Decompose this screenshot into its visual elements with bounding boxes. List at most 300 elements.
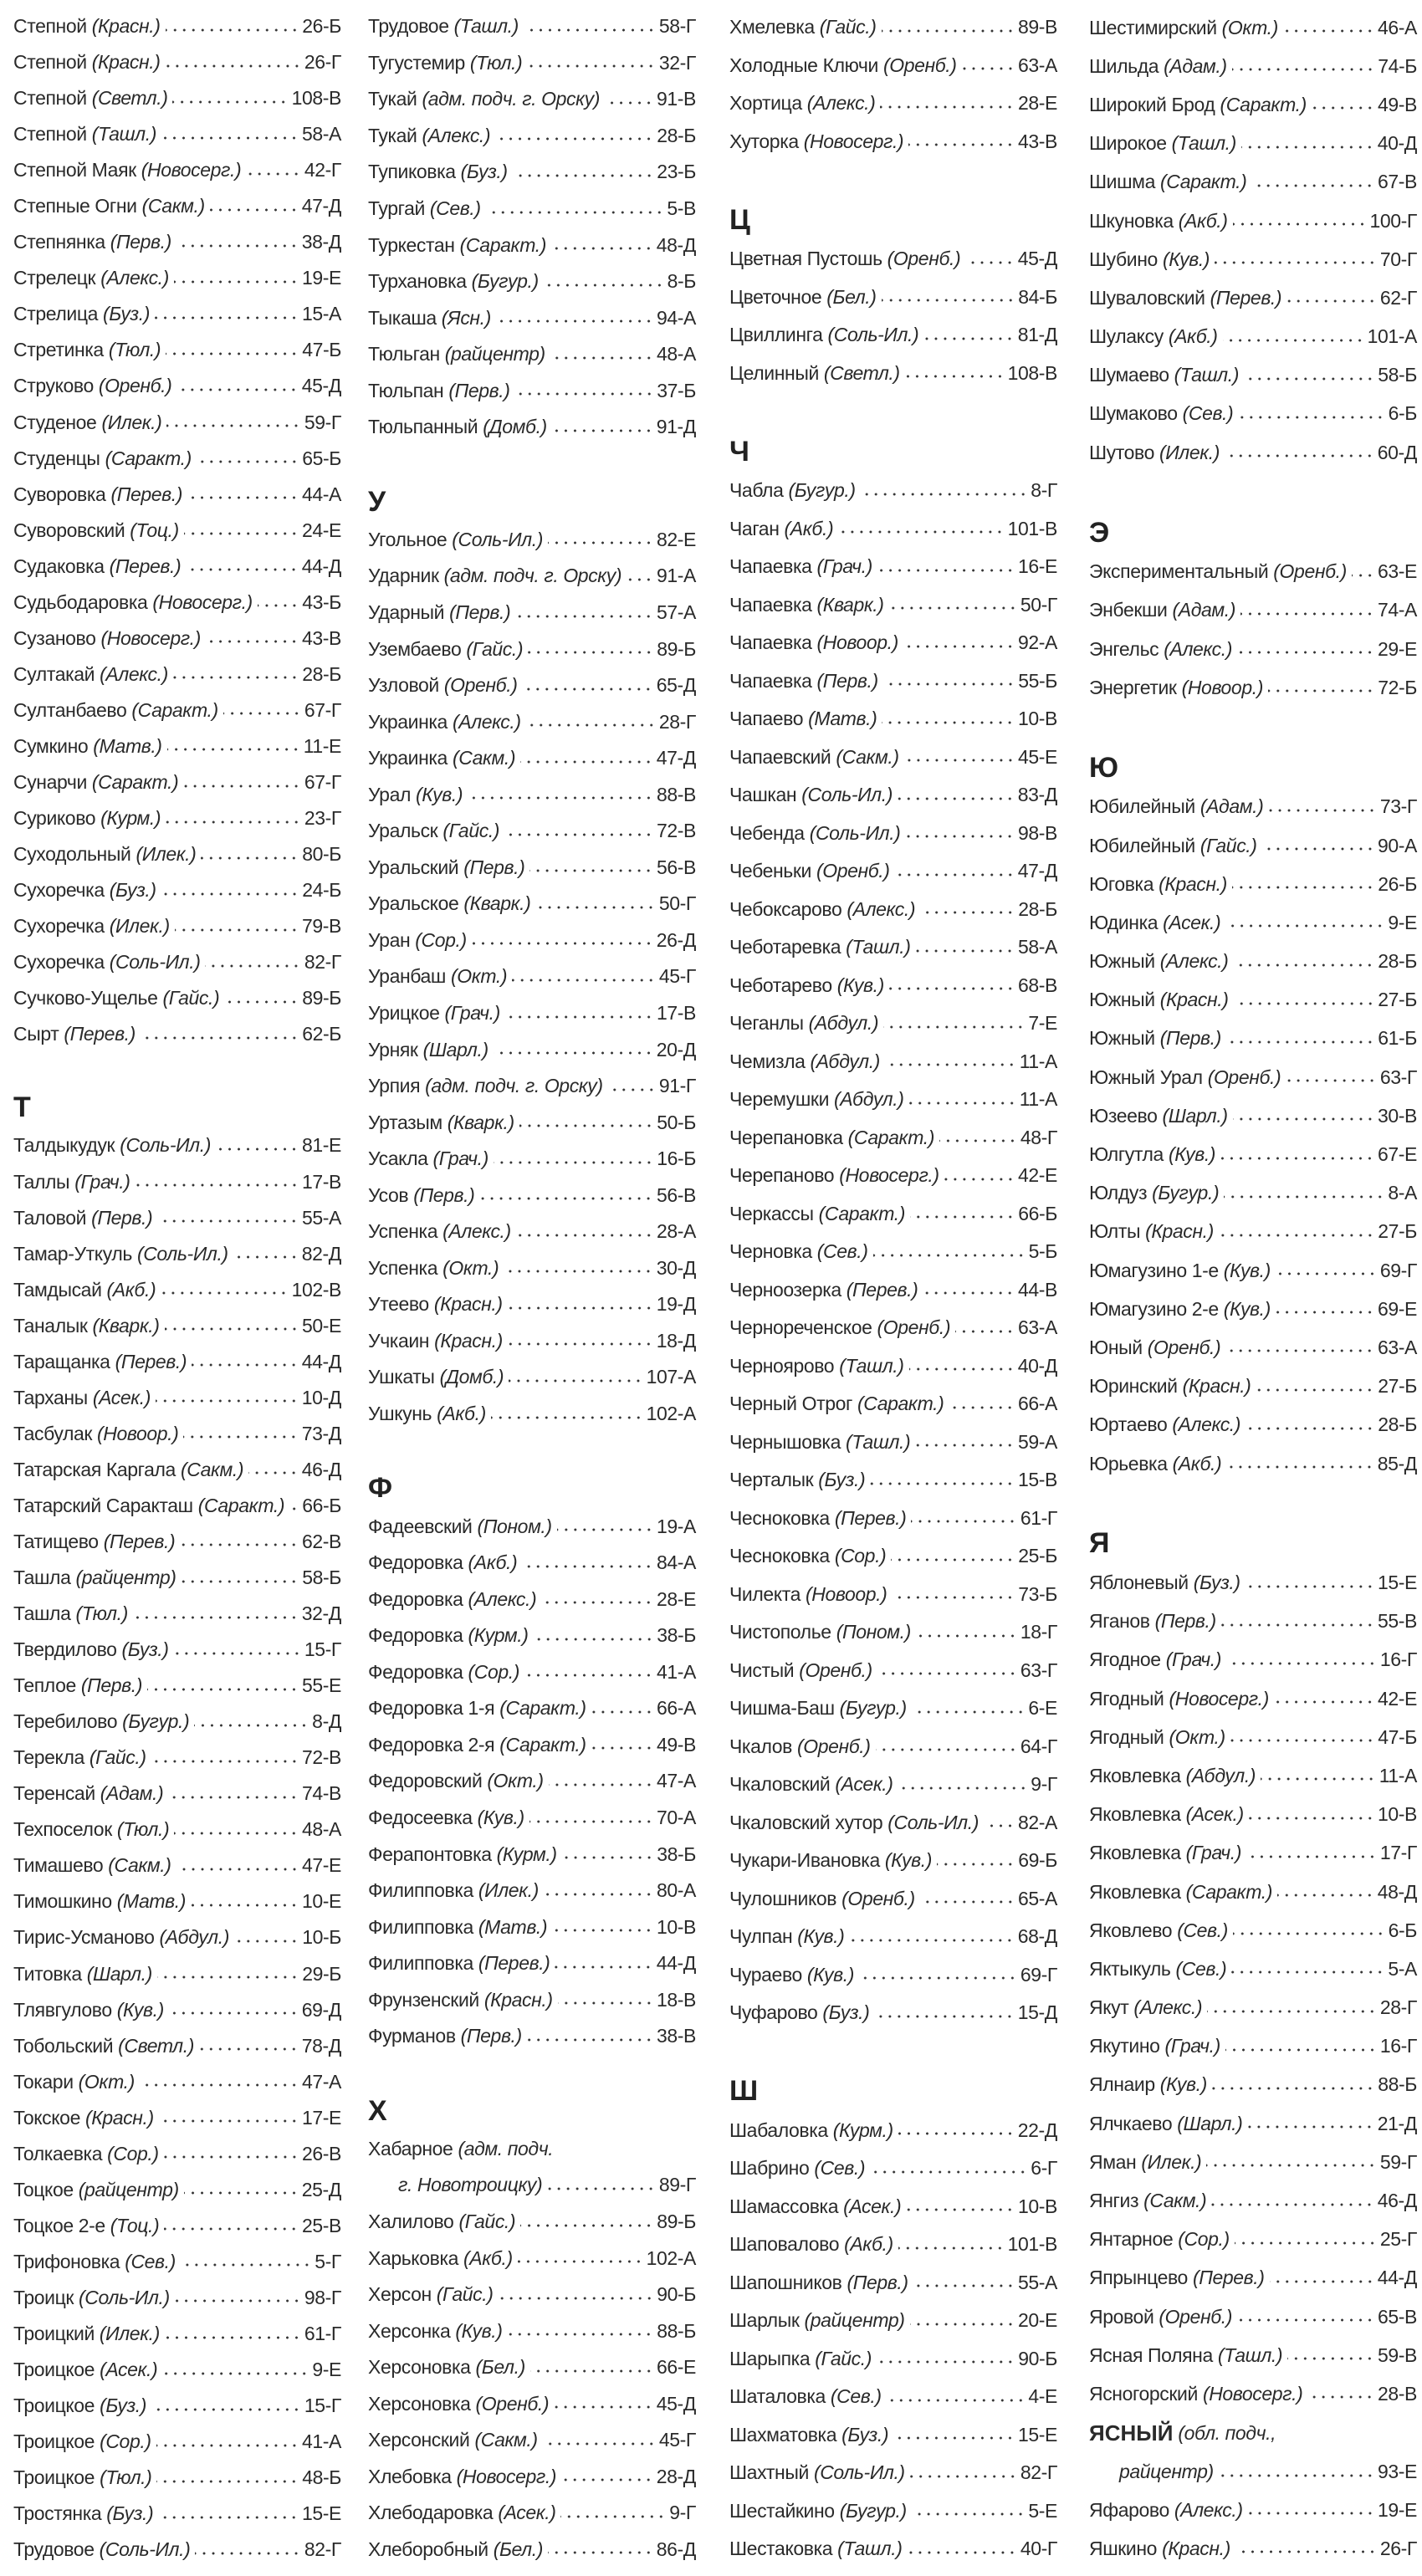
place-name: Степнянка — [13, 231, 105, 253]
index-entry — [1089, 279, 1417, 317]
district-name: (Бугур.) — [839, 1697, 907, 1720]
index-entry — [13, 1127, 341, 1163]
index-entry — [729, 240, 1057, 279]
district-name: (Перев.) — [109, 555, 182, 577]
map-reference: 5-А — [1388, 1957, 1417, 1980]
district-name: (Буз.) — [1193, 1572, 1240, 1594]
map-reference: 9-Г — [1031, 1773, 1057, 1796]
district-name: (Абдул.) — [808, 1012, 879, 1035]
district-name: (Курм.) — [496, 1843, 557, 1865]
dot-leader — [504, 832, 653, 837]
district-name: (Новоор.) — [97, 1422, 179, 1444]
place-name: Стрелецк — [13, 267, 96, 289]
place-name: Судьбодаровка — [13, 590, 148, 613]
dot-leader — [166, 351, 299, 356]
dot-leader — [167, 747, 300, 752]
map-reference: 9-Е — [1388, 911, 1417, 933]
district-name: (Сев.) — [429, 197, 481, 219]
map-reference: 42-Г — [304, 159, 341, 181]
district-name: (Кув.) — [116, 1998, 164, 2021]
place-name: Южный — [1089, 1027, 1155, 1050]
dot-leader — [205, 963, 300, 969]
district-name: (Акб.) — [1178, 209, 1228, 232]
district-name: (Гайс.) — [1199, 834, 1257, 856]
district-name: (Красн.) — [91, 15, 161, 38]
place-name: Тирис-Усманово — [13, 1926, 155, 1949]
dot-leader — [1221, 1623, 1374, 1628]
index-entry — [729, 354, 1057, 392]
district-name: (Ташл.) — [845, 1430, 911, 1453]
map-reference: 17-Е — [302, 2106, 341, 2129]
dot-leader — [1232, 67, 1375, 72]
district-name: (Матв.) — [93, 734, 162, 757]
map-reference: 66-А — [657, 1697, 696, 1720]
dot-leader — [526, 723, 656, 728]
district-name: (Грач.) — [1164, 2035, 1220, 2057]
district-name: (Перев.) — [64, 1023, 136, 1045]
district-name: (Перв.) — [80, 1674, 143, 1697]
dot-leader — [1248, 2511, 1374, 2516]
place-name: Урпия — [368, 1075, 421, 1097]
map-reference: 20-Е — [1018, 2309, 1057, 2332]
map-reference: 83-Д — [1017, 784, 1057, 806]
dot-leader — [859, 1975, 1017, 1981]
index-entry — [368, 2385, 696, 2422]
map-reference: 15-Д — [1017, 2001, 1057, 2024]
place-name: Татарский Саракташ — [13, 1494, 193, 1516]
place-name: Федоровка — [368, 1624, 463, 1647]
map-reference: 67-Г — [304, 698, 341, 721]
dot-leader — [504, 1269, 652, 1274]
dot-leader — [508, 1306, 653, 1311]
dot-leader — [175, 928, 299, 933]
dot-leader — [491, 1415, 643, 1420]
dot-leader — [191, 1903, 299, 1908]
map-reference: 101-В — [1007, 2233, 1057, 2256]
district-name: (Сев.) — [830, 2385, 882, 2408]
dot-leader — [486, 210, 664, 215]
district-name: (Оренб.) — [1147, 1336, 1221, 1358]
map-reference: 19-Д — [656, 1293, 696, 1316]
place-name: Юлты — [1089, 1220, 1141, 1243]
district-name: (Акб.) — [106, 1278, 156, 1301]
place-name: Урал — [368, 783, 411, 805]
index-entry — [13, 908, 341, 944]
place-name: Уральск — [368, 820, 438, 842]
district-name: (Сев.) — [1182, 402, 1234, 425]
place-name: Ялнаир — [1089, 2073, 1155, 2096]
district-name: (Новосерг.) — [1169, 1687, 1269, 1710]
map-reference: 50-Б — [657, 1111, 696, 1133]
place-name: Херсоновка — [368, 2392, 471, 2415]
index-entry — [729, 1651, 1057, 1689]
map-reference: 5-В — [667, 197, 696, 219]
place-name: Таловой — [13, 1206, 87, 1229]
index-entry — [1089, 1602, 1417, 1641]
dot-leader — [529, 1819, 653, 1824]
district-name: (Оренб.) — [1159, 2305, 1232, 2328]
district-name: (Перев.) — [115, 1350, 187, 1372]
map-reference: 26-Д — [656, 928, 696, 951]
dot-leader — [136, 1183, 299, 1188]
dot-leader — [882, 28, 1015, 33]
district-name: (Перев.) — [1210, 286, 1282, 309]
district-name: (Саракт.) — [818, 1202, 905, 1224]
index-entry — [729, 1194, 1057, 1233]
dot-leader — [1246, 1584, 1374, 1589]
dot-leader — [496, 319, 653, 324]
index-entry — [1089, 2066, 1417, 2104]
place-name: Чеботарево — [729, 974, 832, 996]
map-reference: 61-Г — [304, 2323, 341, 2344]
place-name: Чишма-Баш — [729, 1697, 835, 1720]
index-entry — [729, 1575, 1057, 1613]
place-name: Яковлевка — [1089, 1842, 1181, 1864]
index-entry — [368, 336, 696, 373]
map-reference: 11-А — [1019, 1050, 1057, 1072]
map-reference: 26-Г — [304, 51, 341, 74]
place-name: Тукай — [368, 88, 417, 110]
index-entry — [13, 1016, 341, 1052]
index-entry — [1089, 1096, 1417, 1135]
index-entry — [729, 1270, 1057, 1309]
dot-leader — [1233, 963, 1374, 968]
map-reference: 7-Е — [1028, 1012, 1057, 1035]
district-name: (Оренб.) — [1207, 1066, 1281, 1088]
map-reference: 38-В — [657, 2025, 696, 2047]
dot-leader — [541, 1600, 653, 1605]
place-name: Тюльпан — [368, 379, 444, 401]
dot-leader — [944, 1177, 1015, 1182]
dot-leader — [552, 1928, 653, 1933]
map-reference: 81-Д — [1017, 324, 1057, 346]
district-name: (Илек.) — [99, 2323, 160, 2344]
place-name: Тоцкое — [13, 2178, 74, 2200]
place-name: Сырт — [13, 1023, 59, 1045]
place-name: Яшкино — [1089, 2537, 1158, 2559]
dot-leader — [512, 978, 656, 983]
index-entry — [13, 1883, 341, 1919]
district-name: (Перев.) — [846, 1278, 918, 1301]
district-name: (Илек.) — [109, 915, 170, 938]
dot-leader — [562, 1855, 654, 1860]
place-name: Федоровка 1-я — [368, 1697, 495, 1720]
place-name: Чапаевка — [729, 669, 812, 692]
dot-leader — [206, 639, 299, 644]
dot-leader — [522, 1564, 653, 1569]
place-name: Яровой — [1089, 2305, 1154, 2328]
place-name: Черкассы — [729, 1202, 814, 1224]
dot-leader — [1262, 846, 1374, 851]
index-entry — [368, 631, 696, 667]
district-name: (Кув.) — [1223, 1259, 1271, 1281]
map-reference: 70-Г — [1379, 248, 1417, 270]
dot-leader — [468, 795, 653, 800]
dot-leader — [923, 1291, 1015, 1296]
map-reference: 50-Г — [1020, 593, 1057, 616]
place-name: Цветная Пустошь — [729, 248, 882, 270]
district-name: (Ташл.) — [1171, 132, 1236, 155]
map-reference: 73-Г — [1379, 795, 1417, 818]
dot-leader — [1276, 1271, 1377, 1276]
dot-leader — [248, 1470, 299, 1475]
index-entry — [1089, 1641, 1417, 1679]
district-name: (Алекс.) — [1164, 637, 1232, 660]
index-entry — [729, 1613, 1057, 1652]
place-name: Сучково-Ущелье — [13, 987, 158, 1009]
map-reference: 74-А — [1378, 599, 1417, 621]
district-name: (Алекс.) — [1172, 1413, 1241, 1436]
place-name: Теребилово — [13, 1710, 118, 1733]
dot-leader — [515, 391, 654, 396]
map-reference: 20-Д — [656, 1038, 696, 1061]
place-name: Судаковка — [13, 555, 105, 577]
dot-leader — [176, 1867, 299, 1872]
dot-leader — [520, 759, 653, 764]
place-name: Студенцы — [13, 447, 100, 469]
place-name: Урняк — [368, 1038, 418, 1061]
dot-leader — [910, 1214, 1015, 1219]
map-reference: 24-Б — [302, 879, 341, 902]
place-name: Сузаново — [13, 626, 96, 649]
dot-leader — [1247, 2124, 1373, 2129]
dot-leader — [527, 2037, 653, 2042]
place-name: Ягодное — [1089, 1648, 1161, 1671]
map-reference: 18-Г — [1020, 1621, 1057, 1643]
district-name: (Ташл.) — [453, 15, 519, 38]
dot-leader — [509, 1378, 642, 1383]
index-entry — [13, 585, 341, 621]
index-entry — [1089, 1251, 1417, 1290]
dot-leader — [1249, 1816, 1374, 1821]
place-name: Титовка — [13, 1962, 82, 1985]
place-name: Суходольный — [13, 843, 131, 866]
dot-leader — [1268, 688, 1374, 693]
district-name: (Курм.) — [832, 2119, 893, 2141]
map-reference: 5-Г — [315, 2250, 341, 2272]
index-entry — [368, 2495, 696, 2532]
map-reference: 16-Б — [657, 1147, 696, 1170]
index-entry — [368, 595, 696, 631]
map-reference: 82-Г — [304, 951, 341, 974]
map-reference: 98-В — [1018, 821, 1057, 844]
district-name: (Илек.) — [1141, 2150, 1202, 2173]
district-name: (Бугур.) — [1152, 1182, 1220, 1204]
place-name: Троицкое — [13, 2430, 95, 2453]
place-name: Шарлык — [729, 2309, 800, 2332]
index-entry — [13, 2100, 341, 2136]
index-entry — [368, 372, 696, 409]
place-name: Хмелевка — [729, 16, 815, 38]
map-reference: 43-В — [1018, 130, 1057, 152]
dot-leader — [1246, 1426, 1374, 1431]
map-reference: 66-Б — [302, 1494, 341, 1516]
dot-leader — [140, 2083, 299, 2088]
dot-leader — [176, 243, 299, 248]
district-name: (Сакм.) — [474, 2429, 538, 2451]
index-entry — [1089, 1756, 1417, 1795]
place-name: Чапаевский — [729, 745, 831, 768]
index-entry — [13, 44, 341, 80]
dot-leader — [627, 577, 653, 582]
index-entry — [13, 224, 341, 260]
index-entry — [729, 316, 1057, 355]
map-reference: 88-В — [657, 783, 696, 805]
place-name: Тлявгулово — [13, 1998, 112, 2021]
index-entry — [13, 1344, 341, 1380]
place-name: Черемушки — [729, 1088, 830, 1111]
map-reference: 15-Е — [1378, 1572, 1417, 1594]
map-reference: 18-Д — [656, 1329, 696, 1352]
dot-leader — [1233, 1931, 1385, 1936]
map-reference: 84-А — [657, 1551, 696, 1574]
place-name: Утеево — [368, 1293, 429, 1316]
district-name: (Тюл.) — [100, 2466, 152, 2489]
dot-leader — [882, 720, 1015, 725]
index-entry — [368, 1690, 696, 1727]
index-entry — [13, 2280, 341, 2316]
dot-leader — [910, 2474, 1017, 2479]
district-name: (Абдул.) — [834, 1088, 904, 1111]
place-name: Яковлево — [1089, 1919, 1173, 1941]
dot-leader — [877, 568, 1015, 573]
place-name: Таллы — [13, 1170, 70, 1193]
map-reference: 38-Б — [657, 1843, 696, 1865]
map-reference: 48-Б — [302, 2466, 341, 2489]
map-reference: 102-В — [291, 1278, 341, 1301]
place-name: Сумкино — [13, 734, 89, 757]
index-entry — [368, 923, 696, 959]
place-name: Чапаевка — [729, 631, 812, 654]
index-entry — [729, 472, 1057, 510]
index-entry — [368, 850, 696, 887]
index-entry — [1089, 2181, 1417, 2220]
map-reference: 16-Г — [1379, 1648, 1417, 1671]
dot-leader — [591, 1745, 653, 1751]
place-name: Хлебовка — [368, 2465, 452, 2487]
index-entry — [13, 1956, 341, 1992]
district-name: (Красн.) — [1145, 1220, 1214, 1243]
dot-leader — [210, 207, 299, 212]
dot-leader — [905, 834, 1015, 839]
place-name: Черепановка — [729, 1126, 843, 1148]
dot-leader — [1207, 2009, 1377, 2014]
district-name: (Кув.) — [477, 1807, 524, 1829]
dot-leader — [939, 1138, 1017, 1143]
district-name: (Тоц.) — [110, 2214, 160, 2236]
dot-leader — [1238, 415, 1384, 420]
dot-leader — [151, 2407, 301, 2412]
district-name: (Оренб.) — [799, 1659, 872, 1681]
district-name: (Адам.) — [1164, 54, 1227, 77]
map-reference: 17-Г — [1379, 1842, 1417, 1864]
index-entry — [368, 1141, 696, 1178]
district-name: (Шарл.) — [1162, 1104, 1228, 1127]
map-reference: 8-Д — [312, 1710, 341, 1733]
place-name: Федоровский — [368, 1770, 483, 1792]
district-name: (Илек.) — [478, 1879, 539, 1902]
dot-leader — [223, 711, 301, 716]
district-name: (Акб.) — [1172, 1452, 1222, 1475]
dot-leader — [554, 2405, 653, 2410]
dot-leader — [1225, 923, 1384, 928]
place-name: Янгиз — [1089, 2190, 1139, 2212]
map-reference: 55-А — [302, 1206, 341, 1229]
index-column-2 — [368, 8, 696, 2568]
map-reference: 28-Б — [302, 662, 341, 685]
district-name: (Буз.) — [103, 303, 150, 325]
place-name: Тукай — [368, 124, 417, 146]
district-name: (Сакм.) — [108, 1854, 171, 1877]
map-reference: 28-Б — [1378, 1413, 1417, 1436]
index-entry — [13, 1416, 341, 1452]
map-reference: 38-Б — [657, 1624, 696, 1647]
place-name: Сунарчи — [13, 771, 87, 793]
map-reference: 108-В — [291, 87, 341, 110]
map-reference: 44-Д — [656, 1952, 696, 1975]
district-name: (Сакм.) — [1143, 2190, 1207, 2212]
dot-leader — [174, 279, 299, 284]
dot-leader — [1276, 1310, 1374, 1315]
district-name: (Новосерг.) — [1202, 2382, 1303, 2405]
map-reference: 6-Е — [1028, 1697, 1057, 1720]
place-name: Цветочное — [729, 285, 822, 308]
place-name: Тюльпанный — [368, 416, 478, 438]
place-name: Яковлевка — [1089, 1880, 1181, 1903]
map-reference: 15-Е — [302, 2502, 341, 2525]
district-name: (Алекс.) — [452, 710, 521, 733]
district-name: (Акб.) — [844, 2233, 893, 2256]
district-name: (Ташл.) — [839, 1354, 904, 1377]
index-entry — [1089, 433, 1417, 472]
index-entry — [13, 2532, 341, 2568]
index-entry — [368, 1359, 696, 1396]
map-reference: 44-А — [302, 483, 341, 505]
dot-leader — [543, 2441, 656, 2446]
map-reference: 63-Г — [1020, 1659, 1057, 1681]
index-entry — [13, 2388, 341, 2424]
district-name: (Курм.) — [468, 1624, 529, 1647]
district-name: (Перв.) — [460, 2025, 522, 2047]
index-entry — [368, 995, 696, 1032]
map-reference: 55-Б — [1018, 669, 1057, 692]
index-entry — [13, 1704, 341, 1740]
district-name: (Саракт.) — [1185, 1880, 1272, 1903]
district-name: (Бел.) — [826, 285, 877, 308]
place-name: Энгельс — [1089, 637, 1159, 660]
place-name: Хуторка — [729, 130, 799, 152]
district-name: (Адам.) — [100, 1782, 164, 1805]
place-name: Тамар-Уткуль — [13, 1242, 132, 1265]
district-name: (Буз.) — [100, 2395, 147, 2417]
place-name: Чкаловский — [729, 1773, 831, 1796]
district-name: (Соль-Ил.) — [136, 1242, 228, 1265]
map-reference: 94-А — [657, 306, 696, 329]
map-reference: 69-Г — [1020, 1963, 1057, 1986]
place-name: Техпоселок — [13, 1818, 112, 1841]
map-reference: 24-Е — [302, 519, 341, 541]
index-entry — [368, 154, 696, 191]
district-name: (Новоор.) — [816, 631, 898, 654]
district-name: (Бугур.) — [839, 2499, 907, 2522]
place-name: Уральское — [368, 892, 459, 915]
map-reference: 32-Д — [301, 1602, 341, 1625]
map-reference: 69-Д — [301, 1998, 341, 2021]
place-name: Степной Маяк — [13, 159, 136, 181]
dot-leader — [1283, 28, 1374, 33]
district-name: (Оренб.) — [98, 375, 172, 397]
district-name: (Алекс.) — [422, 124, 491, 146]
